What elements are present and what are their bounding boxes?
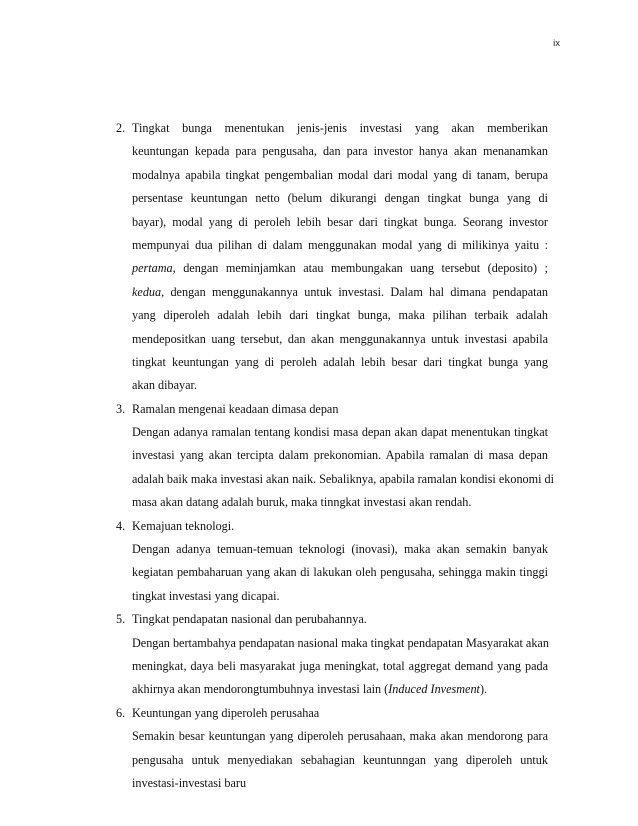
list-item-number: 6.	[116, 705, 126, 720]
italic-term-pertama: pertama,	[132, 261, 176, 276]
paragraph-line: mendepositkan uang tersebut, dan akan menggunakannya untuk investasi apabila	[132, 331, 548, 346]
list-item-number: 3.	[116, 401, 126, 416]
italic-term-kedua: kedua,	[132, 284, 165, 299]
text-segment: ).	[479, 682, 488, 697]
paragraph-line: mempunyai dua pilihan di dalam menggunakan modal yang di milikinya yaitu :	[132, 237, 548, 252]
italic-term-induced-investment: Induced Invesment	[388, 682, 480, 697]
list-item	[116, 398, 555, 515]
paragraph-line: masa akan datang adalah buruk, maka tinngkat investasi akan rendah.	[132, 495, 472, 510]
list-item	[116, 515, 548, 609]
paragraph-line: pengusaha untuk menyediakan sebahagian keuntunngan yang diperoleh untuk	[132, 752, 548, 767]
paragraph-line: Dengan adanya ramalan tentang kondisi masa depan akan dapat menentukan tingkat	[132, 425, 548, 440]
list-item-heading: Ramalan mengenai keadaan dimasa depan	[132, 401, 339, 416]
numbered-list	[116, 117, 555, 795]
paragraph-line: investasi-investasi baru	[132, 775, 247, 790]
paragraph-line: bayar), modal yang di peroleh lebih besar dari tingkat bunga. Seorang investor	[132, 214, 548, 229]
paragraph-line: yang diperoleh adalah lebih dari tingkat bunga, maka pilihan terbaik adalah	[132, 308, 548, 323]
paragraph-line: kegiatan pembaharuan yang akan di lakukan oleh pengusaha, sehingga makin tinggi	[132, 565, 548, 580]
paragraph-line: meningkat, daya beli masyarakat juga meningkat, total aggregat demand yang pada	[132, 658, 548, 673]
paragraph-line: Dengan adanya temuan-temuan teknologi (inovasi), maka akan semakin banyak	[132, 542, 548, 557]
paragraph-line: adalah baik maka investasi akan naik. Sebaliknya, apabila ramalan kondisi ekonomi di	[132, 471, 555, 486]
list-item	[116, 702, 548, 796]
paragraph-line: Tingkat bunga menentukan jenis-jenis investasi yang akan memberikan	[132, 121, 548, 135]
list-item-heading: Kemajuan teknologi.	[132, 518, 235, 533]
paragraph-line: keuntungan kepada para pengusaha, dan para investor hanya akan menanamkan	[132, 144, 548, 159]
list-item-number: 5.	[116, 612, 126, 627]
paragraph-line: investasi yang akan tercipta dalam prekonomian. Apabila ramalan di masa depan	[132, 448, 548, 463]
text-segment: akhirnya akan mendorongtumbuhnya investasi lain (	[132, 682, 389, 697]
paragraph-line: Semakin besar keuntungan yang diperoleh perusahaan, maka akan mendorong para	[132, 729, 548, 744]
list-item-number: 2.	[116, 121, 126, 135]
paragraph-line: Dengan bertambahya pendapatan nasional maka tingkat pendapatan Masyarakat akan	[132, 635, 549, 650]
paragraph-line: modalnya apabila tingkat pengembalian modal dari modal yang di tanam, berupa	[132, 167, 548, 182]
paragraph-line: akan dibayar.	[132, 378, 197, 393]
paragraph-line	[132, 257, 548, 280]
list-item-heading: Keuntungan yang diperoleh perusahaa	[132, 705, 320, 720]
list-item	[116, 117, 548, 398]
paragraph-line	[132, 281, 548, 304]
text-segment: dengan meminjamkan atau membungakan uang tersebut (deposito) ;	[175, 261, 548, 276]
list-item-heading: Tingkat pendapatan nasional dan perubahannya.	[132, 612, 367, 627]
paragraph-line: tingkat investasi yang dicapai.	[132, 588, 280, 603]
list-item-number: 4.	[116, 518, 126, 533]
text-segment: dengan menggunakannya untuk investasi. Dalam hal dimana pendapatan	[164, 284, 548, 299]
page-number: ix	[553, 38, 560, 49]
paragraph-line: persentase keuntungan netto (belum dikurangi dengan tingkat bunga yang di	[132, 191, 548, 206]
paragraph-line	[132, 678, 548, 701]
list-item	[116, 608, 548, 702]
paragraph-line: tingkat keuntungan yang di peroleh adalah lebih besar dari tingkat bunga yang	[132, 354, 548, 369]
